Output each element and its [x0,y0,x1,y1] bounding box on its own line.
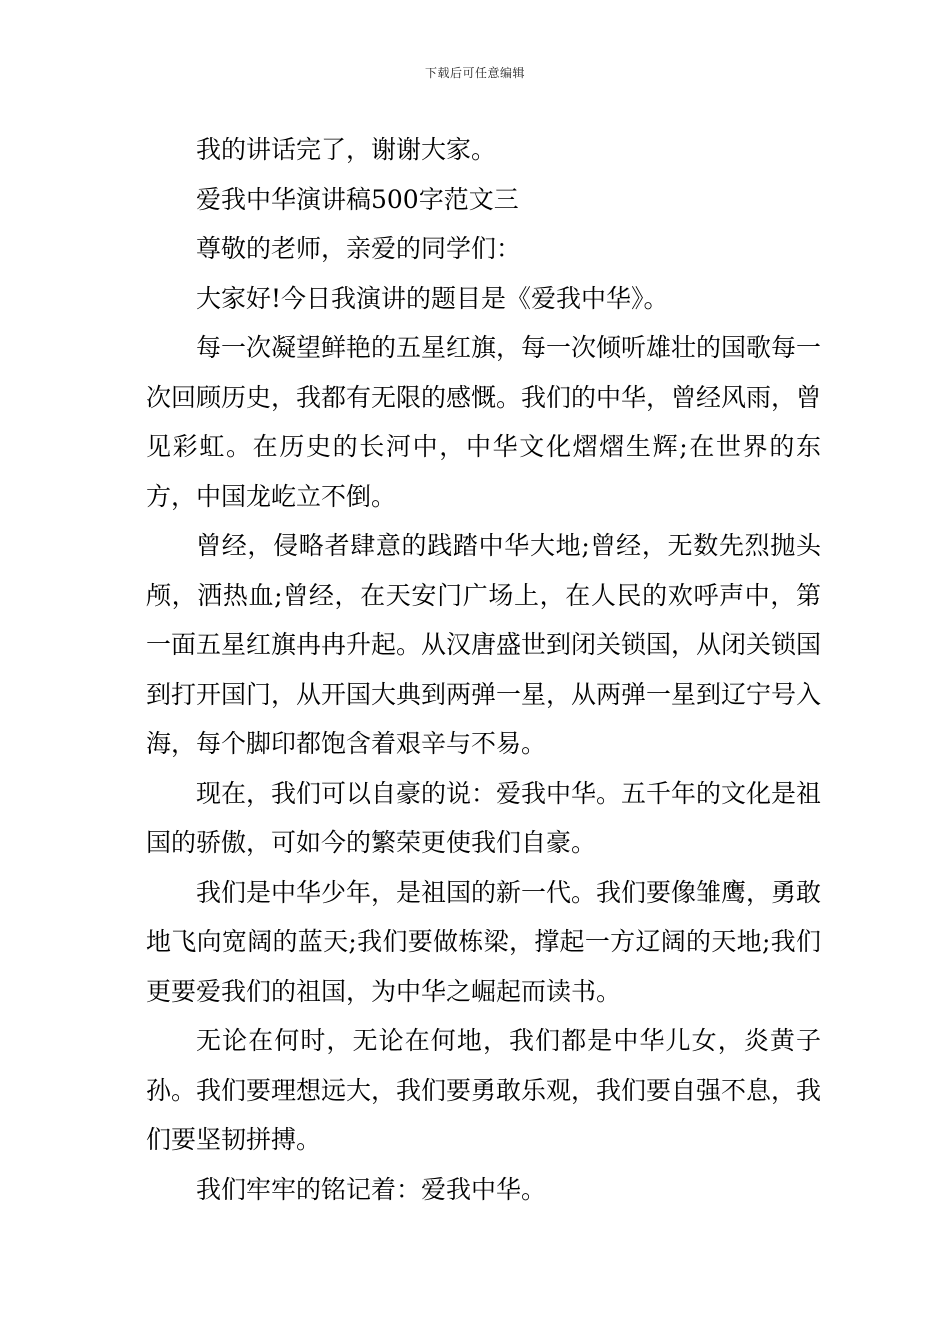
paragraph-greeting: 大家好!今日我演讲的题目是《爱我中华》。 [196,283,669,313]
document-body [146,125,821,1214]
paragraph-aspirations: 无论在何时，无论在何地，我们都是中华儿女，炎黄子孙。我们要理想远大，我们要勇敢乐观，我们要自强不息，我们要坚韧拼搏。 [146,1026,822,1154]
paragraph-section-title: 爱我中华演讲稿500字范文三 [196,184,519,214]
header-note: 下载后可任意编辑 [424,66,525,80]
paragraph-history: 每一次凝望鲜艳的五星红旗，每一次倾听雄壮的国歌每一次回顾历史，我都有无限的感慨。我们的中华，曾经风雨，曾见彩虹。在历史的长河中，中华文化熠熠生辉;在世界的东方，中国龙屹立不倒。 [146,333,822,511]
paragraph-closing-remark: 我的讲话完了，谢谢大家。 [196,135,497,164]
paragraph-conclusion: 我们牢牢的铭记着：爱我中华。 [196,1174,547,1204]
paragraph-youth: 我们是中华少年，是祖国的新一代。我们要像雏鹰，勇敢地飞向宽阔的蓝天;我们要做栋梁，撑起一方辽阔的天地;我们更要爱我们的祖国，为中华之崛起而读书。 [146,877,822,1006]
paragraph-pride: 现在，我们可以自豪的说：爱我中华。五千年的文化是祖国的骄傲，可如今的繁荣更使我们自豪。 [146,778,822,857]
paragraph-salutation: 尊敬的老师，亲爱的同学们： [196,234,522,263]
paragraph-struggle: 曾经，侵略者肆意的践踏中华大地;曾经，无数先烈抛头颅，洒热血;曾经，在天安门广场上，在人民的欢呼声中，第一面五星红旗冉冉升起。从汉唐盛世到闭关锁国，从闭关锁国到打开国门，从开国大典到两弹一星，从两弹一星到辽宁号入海，每个脚印都饱含着艰辛与不易。 [146,531,822,758]
